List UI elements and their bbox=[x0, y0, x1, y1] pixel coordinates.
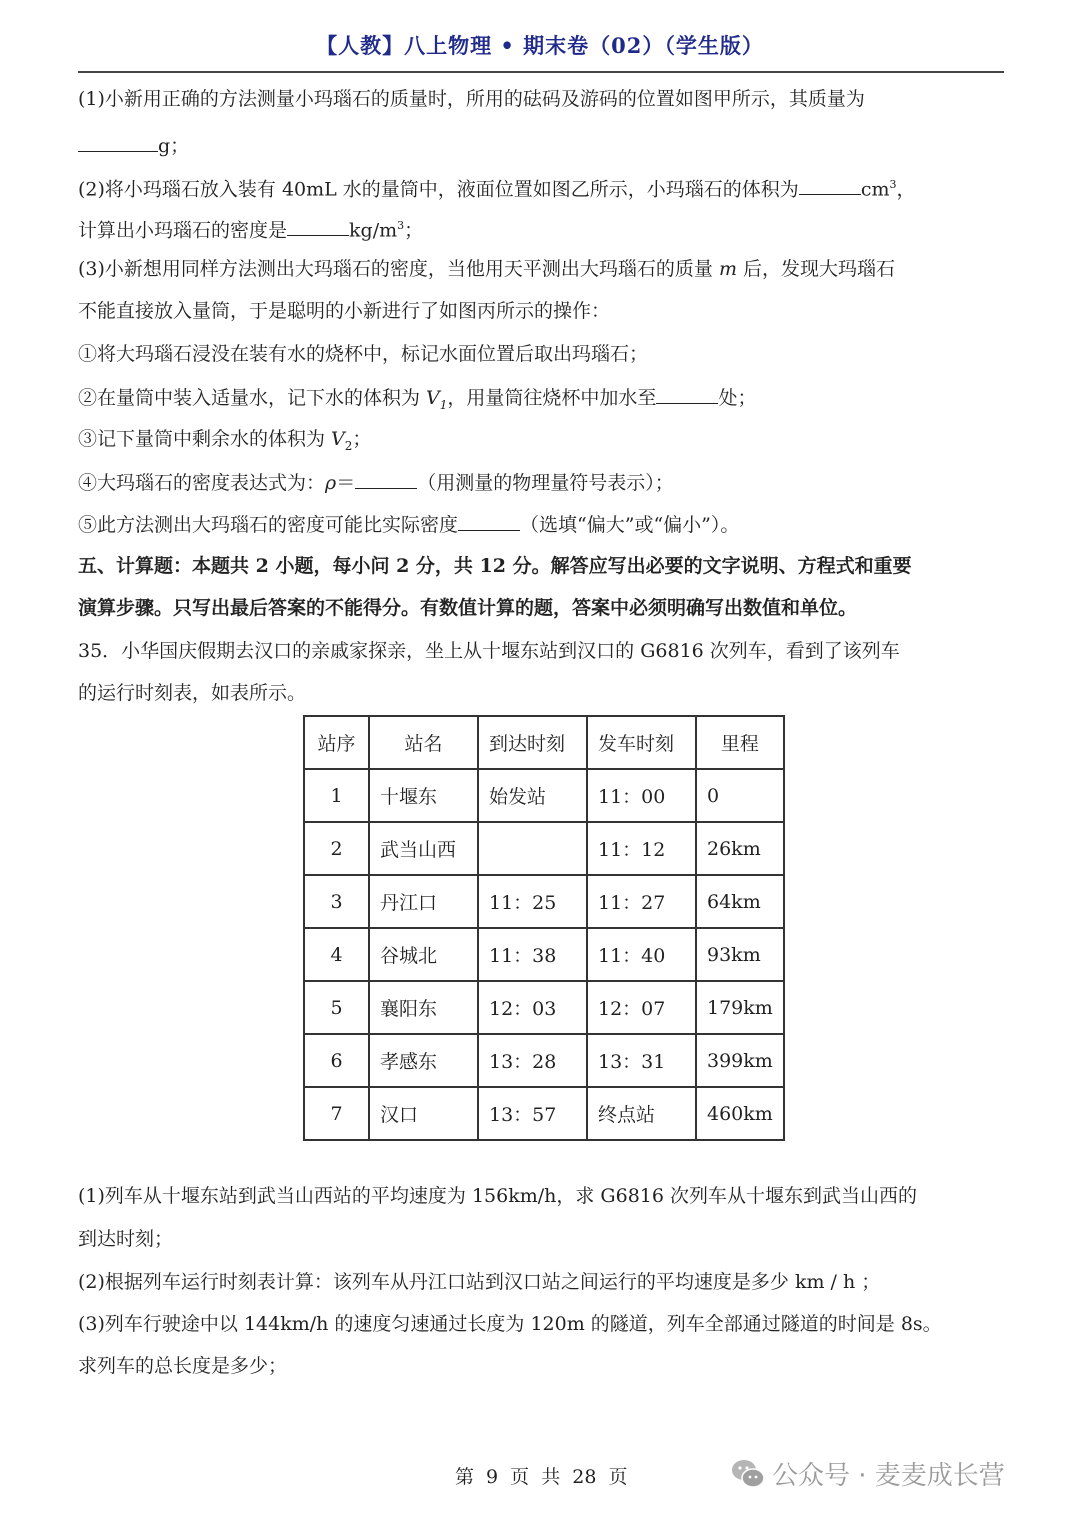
q35-sub2: (2)根据列车运行时刻表计算：该列车从丹江口站到汉口站之间运行的平均速度是多少 km / h ； bbox=[78, 1271, 881, 1293]
section5-instructions-line2: 演算步骤。只写出最后答案的不能得分。有数值计算的题，答案中必须明确写出数值和单位。 bbox=[78, 597, 858, 619]
cell: 11：38 bbox=[478, 928, 587, 981]
wechat-icon bbox=[730, 1457, 766, 1491]
cell: 11：25 bbox=[478, 875, 587, 928]
q35-sub3-line2: 求列车的总长度是多少； bbox=[78, 1355, 288, 1377]
cell: 0 bbox=[696, 769, 784, 822]
q35-sub1-line2: 到达时刻； bbox=[78, 1228, 174, 1250]
q34-step3 bbox=[78, 426, 1008, 459]
unit: kg/m bbox=[349, 219, 398, 242]
table-row bbox=[304, 875, 784, 928]
text: (1)小新用正确的方法测量小玛瑙石的质量时，所用的砝码及游码的位置如图甲所示，其质量为 bbox=[78, 88, 865, 110]
text: ＝ bbox=[336, 472, 356, 494]
cell: 11：12 bbox=[587, 822, 696, 875]
cell: 5 bbox=[304, 981, 369, 1034]
header-cell: 里程 bbox=[696, 716, 784, 769]
unit-exponent: 3 bbox=[397, 219, 405, 232]
text: (3)小新想用同样方法测出大玛瑙石的密度，当他用天平测出大玛瑙石的质量 bbox=[78, 258, 719, 280]
cell: 终点站 bbox=[587, 1087, 696, 1140]
cell: 179km bbox=[696, 981, 784, 1034]
answer-blank bbox=[458, 510, 520, 531]
cell: 13：31 bbox=[587, 1034, 696, 1087]
text: ②在量筒中装入适量水，记下水的体积为 bbox=[78, 387, 427, 409]
cell: 12：07 bbox=[587, 981, 696, 1034]
cell: 2 bbox=[304, 822, 369, 875]
q34-step5 bbox=[78, 510, 1008, 538]
table-row bbox=[304, 769, 784, 822]
cell: 6 bbox=[304, 1034, 369, 1087]
watermark bbox=[730, 1455, 1005, 1492]
cell: 26km bbox=[696, 822, 784, 875]
q34-part2-line2 bbox=[78, 213, 1008, 243]
header-cell: 站名 bbox=[369, 716, 478, 769]
text: （选填“偏大”或“偏小”）。 bbox=[520, 514, 740, 536]
answer-blank bbox=[656, 383, 718, 404]
cell: 64km bbox=[696, 875, 784, 928]
table-row bbox=[304, 822, 784, 875]
cell bbox=[478, 822, 587, 875]
cell: 谷城北 bbox=[369, 928, 478, 981]
cell: 丹江口 bbox=[369, 875, 478, 928]
cell: 汉口 bbox=[369, 1087, 478, 1140]
cell: 4 bbox=[304, 928, 369, 981]
text: ③记下量筒中剩余水的体积为 bbox=[78, 428, 332, 450]
q34-step4 bbox=[78, 468, 1008, 496]
text: ； bbox=[352, 428, 372, 450]
header-cell: 到达时刻 bbox=[478, 716, 587, 769]
cell: 7 bbox=[304, 1087, 369, 1140]
cell: 武当山西 bbox=[369, 822, 478, 875]
cell: 孝感东 bbox=[369, 1034, 478, 1087]
answer-blank bbox=[78, 131, 158, 152]
text: g； bbox=[158, 135, 190, 157]
train-timetable bbox=[303, 715, 785, 1141]
text: ，用量筒往烧杯中加水至 bbox=[447, 387, 657, 409]
q35-sub3-line1: (3)列车行驶途中以 144km/h 的速度匀速通过长度为 120m 的隧道，列车全部通过隧道的时间是 8s。 bbox=[78, 1313, 942, 1335]
header-cell: 站序 bbox=[304, 716, 369, 769]
q34-step1 bbox=[78, 341, 1008, 367]
q35-sub1-line1: (1)列车从十堰东站到武当山西站的平均速度为 156km/h，求 G6816 次列车从十堰东到武当山西的 bbox=[78, 1185, 917, 1207]
section5-instructions-line1: 五、计算题：本题共 2 小题，每小问 2 分，共 12 分。解答应写出必要的文字说明、方程式和重要 bbox=[78, 555, 912, 577]
cell: 1 bbox=[304, 769, 369, 822]
q34-part2-line1 bbox=[78, 172, 1008, 202]
cell: 十堰东 bbox=[369, 769, 478, 822]
text: 不能直接放入量筒，于是聪明的小新进行了如图丙所示的操作： bbox=[78, 300, 611, 322]
q35-intro-line2: 的运行时刻表，如表所示。 bbox=[78, 682, 307, 704]
cell: 11：27 bbox=[587, 875, 696, 928]
page-header-title: 【人教】八上物理 • 期末卷（02）（学生版） bbox=[316, 33, 764, 58]
answer-blank bbox=[287, 215, 349, 236]
table-header-row bbox=[304, 716, 784, 769]
text: ⑤此方法测出大玛瑙石的密度可能比实际密度 bbox=[78, 514, 459, 536]
cell: 襄阳东 bbox=[369, 981, 478, 1034]
text: (2)将小玛瑙石放入装有 40mL 水的量筒中，液面位置如图乙所示，小玛瑙石的体积为 bbox=[78, 178, 799, 201]
answer-blank bbox=[799, 174, 861, 195]
symbol-rho: ρ bbox=[325, 472, 337, 494]
cell: 12：03 bbox=[478, 981, 587, 1034]
cell: 11：00 bbox=[587, 769, 696, 822]
watermark-text: 公众号 · 麦麦成长营 bbox=[772, 1461, 1005, 1491]
text: 后，发现大玛瑙石 bbox=[737, 258, 896, 280]
text: 处； bbox=[718, 387, 757, 409]
q34-part3-line1 bbox=[78, 256, 1008, 282]
q34-part1-line2 bbox=[78, 131, 1008, 159]
answer-blank bbox=[355, 468, 417, 489]
cell: 460km bbox=[696, 1087, 784, 1140]
q34-part3-line2 bbox=[78, 298, 1008, 324]
subscript: 1 bbox=[439, 397, 448, 412]
header-divider bbox=[78, 71, 1004, 73]
cell: 93km bbox=[696, 928, 784, 981]
text: ； bbox=[404, 219, 424, 242]
subscript: 2 bbox=[344, 438, 353, 453]
unit-exponent: 3 bbox=[889, 178, 897, 191]
cell: 13：28 bbox=[478, 1034, 587, 1087]
table-row bbox=[304, 981, 784, 1034]
cell: 始发站 bbox=[478, 769, 587, 822]
symbol-v: V bbox=[426, 387, 440, 409]
table-row bbox=[304, 1087, 784, 1140]
text: 计算出小玛瑙石的密度是 bbox=[78, 219, 288, 242]
symbol-v: V bbox=[331, 428, 345, 450]
cell: 11：40 bbox=[587, 928, 696, 981]
cell: 13：57 bbox=[478, 1087, 587, 1140]
q34-part1-line1 bbox=[78, 86, 1008, 112]
unit: cm bbox=[860, 178, 890, 201]
q35-intro-line1: 35．小华国庆假期去汉口的亲戚家探亲，坐上从十堰东站到汉口的 G6816 次列车，看到了该列车 bbox=[78, 640, 900, 662]
header-cell: 发车时刻 bbox=[587, 716, 696, 769]
symbol-m: m bbox=[718, 258, 737, 280]
cell: 399km bbox=[696, 1034, 784, 1087]
q34-step2 bbox=[78, 383, 1008, 418]
table-row bbox=[304, 928, 784, 981]
page-number: 第 9 页 共 28 页 bbox=[455, 1466, 628, 1488]
text: ④大玛瑙石的密度表达式为： bbox=[78, 472, 326, 494]
cell: 3 bbox=[304, 875, 369, 928]
text: ， bbox=[896, 178, 916, 201]
table-row bbox=[304, 1034, 784, 1087]
text: （用测量的物理量符号表示）； bbox=[417, 472, 674, 494]
text: ①将大玛瑙石浸没在装有水的烧杯中，标记水面位置后取出玛瑙石； bbox=[78, 343, 649, 365]
